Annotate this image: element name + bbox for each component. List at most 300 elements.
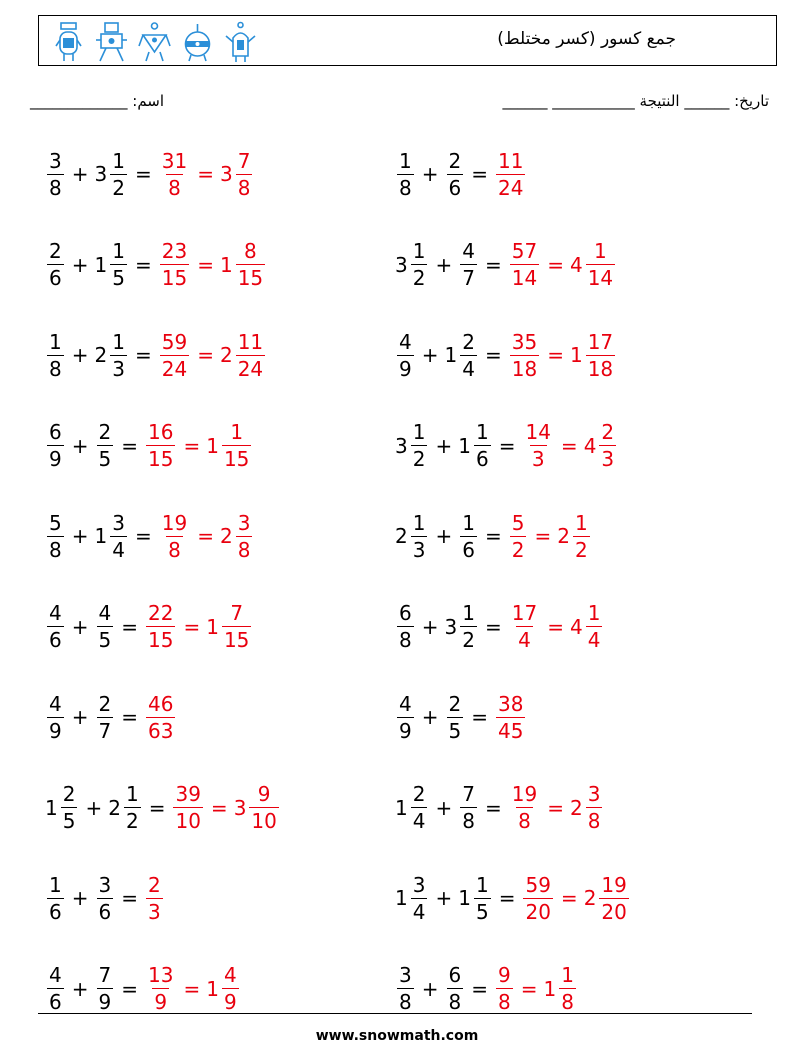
answer-improper-denominator: 24	[161, 356, 188, 381]
answer-improper-denominator: 8	[168, 537, 181, 562]
answer-improper-numerator: 5	[511, 510, 525, 535]
answer	[158, 148, 255, 201]
addend-b-whole: 1	[444, 343, 458, 367]
problem-14	[395, 687, 527, 747]
addend-a-fraction	[47, 872, 64, 925]
answer	[508, 238, 617, 291]
addend-b-numerator: 2	[448, 148, 462, 173]
plus-sign: +	[71, 886, 89, 910]
answer-mixed-whole: 2	[583, 886, 597, 910]
answer-mixed-whole: 1	[219, 252, 233, 277]
addend-b-numerator: 1	[112, 329, 125, 354]
answer-improper-fraction	[173, 781, 202, 834]
equals-sign: =	[121, 886, 138, 910]
plus-sign: +	[71, 614, 89, 639]
addend-b-fraction	[447, 691, 464, 744]
answer-improper-denominator: 63	[148, 718, 174, 743]
answer-mixed-numerator: 8	[244, 239, 257, 263]
addend-a-whole: 1	[45, 795, 58, 820]
addend-b-denominator: 8	[448, 990, 462, 1014]
answer-mixed-whole: 2	[219, 343, 233, 367]
addend-a-denominator: 6	[49, 266, 62, 290]
answer-mixed-denominator: 15	[223, 628, 250, 652]
addend-a-fraction	[61, 781, 78, 834]
answer-mixed-numerator: 1	[594, 239, 607, 263]
answer	[144, 962, 241, 1015]
addend-b-fraction	[460, 329, 477, 382]
answer	[144, 872, 165, 925]
addend-b-fraction	[110, 148, 127, 201]
addend-b-whole: 1	[458, 886, 471, 910]
addend-a-denominator: 9	[399, 356, 412, 381]
answer-mixed-fraction	[586, 781, 603, 834]
addend-a-denominator: 9	[49, 718, 62, 743]
equals-sign: =	[121, 614, 138, 639]
problem-3	[45, 235, 267, 295]
answer-improper-denominator: 3	[148, 899, 161, 924]
answer-mixed-denominator: 9	[223, 990, 237, 1014]
problem-5	[45, 325, 267, 385]
addend-b-fraction	[474, 419, 491, 472]
addend-a-fraction	[397, 691, 414, 744]
addend-a-denominator: 6	[49, 628, 62, 652]
addend-a-fraction	[47, 510, 64, 563]
addend-b-fraction	[110, 329, 127, 382]
answer-mixed-whole: 1	[206, 433, 219, 458]
answer-improper-denominator: 18	[511, 356, 538, 381]
date-score-field: تاريخ: ______ النتيجة ___________ ______	[502, 92, 769, 110]
answer-improper-numerator: 35	[511, 329, 538, 354]
problem-10	[395, 506, 592, 566]
addend-b-fraction	[447, 148, 464, 201]
equals-sign: =	[134, 524, 152, 548]
answer-mixed-denominator: 15	[223, 447, 250, 471]
plus-sign: +	[71, 705, 89, 729]
robot-icons	[51, 20, 258, 64]
answer-mixed-whole: 4	[569, 614, 583, 639]
answer-mixed-numerator: 4	[223, 963, 237, 987]
plus-sign: +	[435, 252, 453, 277]
problem-6	[395, 325, 617, 385]
addend-b-fraction	[97, 872, 114, 925]
plus-sign: +	[71, 976, 89, 1001]
answer-mixed-numerator: 1	[574, 510, 588, 535]
answer	[158, 510, 255, 563]
answer-improper-fraction	[523, 419, 552, 472]
answer-mixed-fraction	[586, 329, 615, 382]
addend-a-fraction	[47, 962, 64, 1015]
name-field: اسم: _____________	[30, 92, 165, 110]
answer-improper-numerator: 17	[511, 601, 538, 625]
answer-mixed-numerator: 9	[257, 782, 271, 806]
answer-mixed-denominator: 10	[251, 809, 277, 833]
answer-improper-numerator: 57	[511, 239, 538, 263]
addend-b-denominator: 8	[462, 809, 475, 833]
equals-sign: =	[547, 614, 564, 639]
answer-mixed-whole: 2	[569, 795, 583, 820]
addend-b-denominator: 5	[112, 266, 125, 290]
answer	[144, 691, 177, 744]
answer-mixed-whole: 3	[219, 162, 233, 186]
answer-mixed-denominator: 14	[587, 266, 614, 290]
addend-a-numerator: 1	[412, 239, 426, 263]
addend-b-denominator: 4	[462, 356, 475, 381]
answer-improper-fraction	[510, 329, 539, 382]
answer-mixed-fraction	[573, 510, 590, 563]
addend-a-numerator: 1	[49, 872, 62, 897]
addend-b-numerator: 1	[125, 782, 139, 806]
answer-mixed-numerator: 3	[237, 510, 251, 535]
answer-improper-fraction	[523, 872, 552, 925]
plus-sign: +	[71, 252, 89, 277]
problem-4	[395, 235, 617, 295]
addend-a-fraction	[411, 781, 428, 834]
addend-b-numerator: 1	[475, 420, 489, 444]
addend-b-numerator: 2	[448, 691, 462, 716]
problem-8	[395, 416, 618, 476]
addend-a-numerator: 1	[49, 329, 62, 354]
answer-mixed-numerator: 7	[230, 601, 244, 625]
robot-icon-5	[223, 20, 258, 64]
addend-a-denominator: 8	[49, 356, 62, 381]
problem-13	[45, 687, 177, 747]
answer-improper-fraction	[146, 691, 175, 744]
equals-sign: =	[560, 433, 578, 458]
addend-b-numerator: 3	[112, 510, 125, 535]
addend-b-numerator: 6	[448, 963, 462, 987]
addend-b-numerator: 7	[98, 963, 112, 987]
answer	[494, 962, 578, 1015]
addend-b-numerator: 1	[112, 148, 125, 173]
answer-mixed-fraction	[222, 962, 239, 1015]
addend-b-fraction	[97, 600, 114, 653]
answer	[144, 600, 253, 653]
answer-mixed-denominator: 3	[601, 447, 615, 471]
problem-17	[45, 868, 165, 928]
addend-a-fraction	[411, 238, 428, 291]
addend-a-denominator: 2	[412, 447, 426, 471]
answer-improper-fraction	[160, 329, 189, 382]
addend-b-denominator: 7	[98, 718, 112, 743]
addend-a-fraction	[397, 329, 414, 382]
addend-b-denominator: 5	[98, 447, 112, 471]
problem-2	[395, 144, 527, 204]
addend-b-denominator: 2	[462, 628, 475, 652]
addend-a-fraction	[411, 510, 428, 563]
equals-sign: =	[484, 795, 502, 820]
answer-mixed-fraction	[236, 238, 265, 291]
addend-a-denominator: 9	[49, 447, 62, 471]
addend-a-fraction	[397, 148, 414, 201]
addend-b-denominator: 3	[112, 356, 125, 381]
answer-improper-denominator: 15	[161, 266, 188, 290]
addend-a-whole: 3	[395, 252, 408, 277]
equals-sign: =	[534, 524, 552, 548]
equals-sign: =	[134, 162, 152, 186]
plus-sign: +	[421, 343, 439, 367]
answer-improper-numerator: 19	[511, 782, 538, 806]
answer-improper-denominator: 45	[498, 718, 524, 743]
addend-a-numerator: 6	[399, 601, 412, 625]
problem-18	[395, 868, 631, 928]
answer-improper-fraction	[146, 962, 175, 1015]
robot-icon-4	[180, 20, 215, 64]
addend-b-fraction	[110, 510, 127, 563]
equals-sign: =	[134, 343, 152, 367]
answer-improper-fraction	[510, 600, 539, 653]
addend-b-whole: 2	[94, 343, 108, 367]
equals-sign: =	[560, 886, 578, 910]
answer-improper-fraction	[146, 600, 175, 653]
addend-b-fraction	[474, 872, 491, 925]
answer-mixed-whole: 1	[569, 343, 583, 367]
addend-b-whole: 1	[458, 433, 471, 458]
addend-a-whole: 1	[395, 886, 408, 910]
answer-mixed-whole: 4	[569, 252, 583, 277]
equals-sign: =	[197, 524, 214, 548]
equals-sign: =	[121, 705, 138, 729]
equals-sign: =	[148, 795, 166, 820]
addend-b-numerator: 1	[462, 510, 475, 535]
addend-a-denominator: 9	[399, 718, 412, 743]
answer-mixed-denominator: 2	[574, 537, 588, 562]
answer-mixed-denominator: 8	[587, 809, 601, 833]
addend-a-numerator: 2	[62, 782, 76, 806]
equals-sign: =	[471, 162, 488, 186]
equals-sign: =	[210, 795, 228, 820]
addend-b-numerator: 3	[98, 872, 112, 897]
problem-7	[45, 416, 253, 476]
plus-sign: +	[71, 162, 89, 186]
answer-mixed-whole: 2	[219, 524, 233, 548]
addend-a-fraction	[47, 148, 64, 201]
addend-b-numerator: 2	[98, 420, 112, 444]
equals-sign: =	[520, 976, 538, 1001]
addend-a-numerator: 3	[49, 148, 62, 173]
problem-19	[45, 959, 241, 1019]
answer-mixed-numerator: 1	[561, 963, 574, 987]
addend-b-fraction	[97, 691, 114, 744]
answer	[494, 148, 527, 201]
addend-b-fraction	[447, 962, 464, 1015]
addend-b-denominator: 7	[462, 266, 475, 290]
addend-b-numerator: 4	[98, 601, 112, 625]
problem-20	[395, 959, 578, 1019]
addend-b-fraction	[124, 781, 141, 834]
answer-mixed-denominator: 8	[237, 537, 251, 562]
addend-a-denominator: 8	[49, 175, 62, 200]
answer-mixed-fraction	[236, 329, 265, 382]
addend-b-fraction	[97, 419, 114, 472]
answer-improper-fraction	[496, 962, 513, 1015]
addend-a-denominator: 8	[399, 628, 412, 652]
problem-1	[45, 144, 254, 204]
addend-b-numerator: 1	[112, 239, 125, 263]
equals-sign: =	[121, 976, 138, 1001]
answer-mixed-denominator: 20	[601, 899, 627, 924]
plus-sign: +	[71, 524, 89, 548]
answer-mixed-whole: 1	[206, 976, 219, 1001]
answer-mixed-fraction	[236, 510, 253, 563]
plus-sign: +	[71, 433, 89, 458]
answer-mixed-whole: 2	[557, 524, 570, 548]
answer	[508, 781, 605, 834]
footer-url: www.snowmath.com	[315, 1028, 479, 1044]
answer-mixed-numerator: 1	[587, 601, 601, 625]
equals-sign: =	[484, 524, 502, 548]
answer-mixed-fraction	[222, 419, 251, 472]
answer-improper-denominator: 15	[148, 628, 174, 652]
addend-a-numerator: 1	[412, 510, 426, 535]
addend-a-denominator: 4	[412, 809, 426, 833]
equals-sign: =	[183, 433, 201, 458]
answer	[508, 329, 617, 382]
answer-mixed-denominator: 18	[587, 356, 614, 381]
addend-b-fraction	[460, 781, 477, 834]
answer-improper-denominator: 10	[175, 809, 201, 833]
addend-a-numerator: 4	[49, 691, 62, 716]
addend-a-denominator: 8	[49, 537, 62, 562]
answer-improper-fraction	[160, 148, 189, 201]
addend-b-whole: 3	[444, 614, 458, 639]
answer	[521, 872, 630, 925]
answer	[494, 691, 527, 744]
addend-b-denominator: 2	[112, 175, 125, 200]
answer-mixed-denominator: 8	[237, 175, 251, 200]
addend-a-denominator: 3	[412, 537, 426, 562]
header-box	[38, 15, 777, 66]
answer-improper-denominator: 15	[148, 447, 174, 471]
equals-sign: =	[183, 614, 201, 639]
answer-improper-denominator: 8	[498, 990, 511, 1014]
addend-a-fraction	[397, 962, 414, 1015]
answer-mixed-numerator: 1	[230, 420, 244, 444]
addend-a-numerator: 3	[399, 963, 412, 987]
answer-mixed-fraction	[222, 600, 251, 653]
answer	[508, 600, 605, 653]
addend-b-denominator: 5	[98, 628, 112, 652]
equals-sign: =	[547, 795, 564, 820]
footer-divider	[38, 1013, 752, 1014]
answer-improper-numerator: 9	[498, 963, 511, 987]
answer-improper-fraction	[510, 510, 527, 563]
addend-b-denominator: 5	[475, 899, 489, 924]
plus-sign: +	[435, 886, 453, 910]
plus-sign: +	[421, 614, 439, 639]
plus-sign: +	[435, 524, 453, 548]
answer-improper-denominator: 14	[511, 266, 538, 290]
addend-a-fraction	[47, 329, 64, 382]
addend-a-numerator: 4	[399, 329, 412, 354]
equals-sign: =	[197, 343, 214, 367]
plus-sign: +	[435, 433, 453, 458]
addend-b-numerator: 7	[462, 782, 475, 806]
answer-mixed-numerator: 3	[587, 782, 601, 806]
answer-improper-denominator: 20	[525, 899, 551, 924]
answer-improper-denominator: 24	[498, 175, 524, 200]
addend-b-fraction	[460, 238, 477, 291]
answer-improper-numerator: 22	[148, 601, 174, 625]
answer-improper-fraction	[510, 781, 539, 834]
addend-b-whole: 1	[94, 524, 108, 548]
robot-icon-3	[137, 20, 172, 64]
problem-9	[45, 506, 254, 566]
addend-a-denominator: 6	[49, 990, 62, 1014]
addend-a-numerator: 4	[399, 691, 412, 716]
problem-15	[45, 778, 281, 838]
answer-improper-numerator: 11	[498, 148, 524, 173]
answer-improper-denominator: 9	[154, 990, 168, 1014]
answer-improper-numerator: 13	[148, 963, 174, 987]
equals-sign: =	[183, 976, 201, 1001]
addend-a-denominator: 2	[412, 266, 426, 290]
answer	[158, 329, 267, 382]
worksheet-title: جمع كسور (كسر مختلط)	[497, 29, 676, 49]
answer-mixed-fraction	[586, 238, 615, 291]
addend-b-numerator: 2	[462, 329, 475, 354]
answer	[144, 419, 253, 472]
equals-sign: =	[471, 705, 488, 729]
answer-mixed-whole: 3	[233, 795, 247, 820]
addend-b-fraction	[110, 238, 127, 291]
addend-a-fraction	[47, 600, 64, 653]
equals-sign: =	[197, 252, 214, 277]
addend-b-whole: 1	[94, 252, 108, 277]
addend-a-numerator: 4	[49, 963, 62, 987]
addend-a-whole: 1	[395, 795, 408, 820]
equals-sign: =	[484, 343, 502, 367]
equals-sign: =	[471, 976, 488, 1001]
answer-improper-denominator: 8	[518, 809, 531, 833]
answer-improper-fraction	[146, 872, 163, 925]
addend-b-denominator: 6	[98, 899, 112, 924]
equals-sign: =	[498, 433, 516, 458]
answer-improper-numerator: 23	[161, 239, 188, 263]
answer	[508, 510, 592, 563]
answer-improper-fraction	[496, 691, 525, 744]
addend-b-whole: 3	[94, 162, 108, 186]
answer-mixed-whole: 4	[583, 433, 597, 458]
plus-sign: +	[71, 343, 89, 367]
answer-improper-denominator: 3	[531, 447, 545, 471]
answer-mixed-numerator: 7	[237, 148, 251, 173]
answer-improper-denominator: 8	[168, 175, 181, 200]
answer-mixed-numerator: 11	[237, 329, 264, 354]
equals-sign: =	[498, 886, 516, 910]
equals-sign: =	[484, 614, 502, 639]
answer-mixed-denominator: 4	[587, 628, 601, 652]
addend-b-fraction	[460, 510, 477, 563]
addend-a-numerator: 2	[412, 782, 426, 806]
addend-b-numerator: 1	[475, 872, 489, 897]
answer-mixed-fraction	[586, 600, 603, 653]
addend-b-fraction	[460, 600, 477, 653]
problem-11	[45, 597, 253, 657]
answer-mixed-whole: 1	[206, 614, 219, 639]
answer-mixed-fraction	[599, 419, 616, 472]
addend-b-denominator: 5	[448, 718, 462, 743]
equals-sign: =	[484, 252, 502, 277]
addend-a-whole: 2	[395, 524, 408, 548]
addend-a-fraction	[397, 600, 414, 653]
equals-sign: =	[547, 252, 564, 277]
answer-mixed-numerator: 17	[587, 329, 614, 354]
addend-a-numerator: 2	[49, 239, 62, 263]
addend-a-numerator: 1	[412, 420, 426, 444]
addend-a-fraction	[47, 238, 64, 291]
addend-a-fraction	[411, 872, 428, 925]
answer-improper-fraction	[510, 238, 539, 291]
